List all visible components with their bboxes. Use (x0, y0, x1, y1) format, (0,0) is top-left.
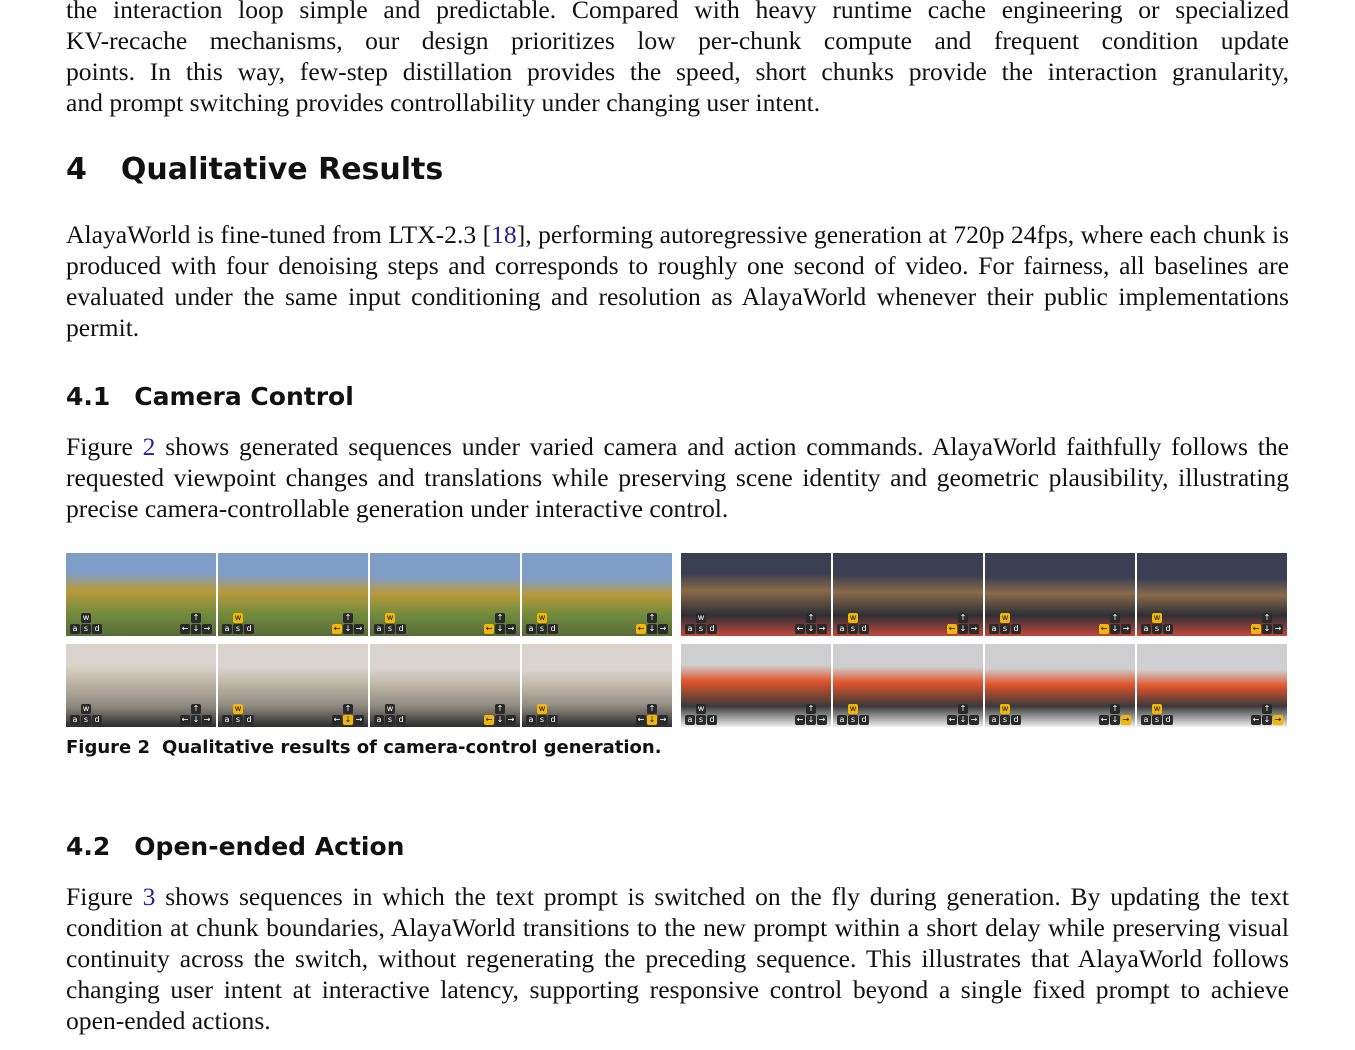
arrow-up-key-icon: ↑ (959, 613, 967, 622)
d-key-icon: d (859, 624, 869, 634)
arrow-left-key-icon: ← (485, 715, 493, 724)
arrow-left-key-icon: ← (948, 624, 956, 633)
arrow-down-key-icon: ↓ (1111, 715, 1119, 724)
arrow-down-key-icon: ↓ (1263, 624, 1271, 633)
subsection-title: Camera Control (134, 382, 354, 411)
w-key-icon: w (849, 613, 857, 622)
s-key-icon: s (848, 715, 858, 725)
s-key-icon: s (233, 624, 243, 634)
s-key-icon: s (537, 624, 547, 634)
intro-line: points. In this way, few-step distillation provides the speed, short chunks provide the interaction granularity, (66, 57, 1289, 86)
section-heading (66, 152, 443, 187)
arrow-left-key-icon: ← (637, 715, 645, 724)
wasd-keys-overlay (526, 704, 558, 725)
video-frame (681, 553, 831, 636)
a-key-icon: a (374, 715, 384, 725)
arrow-up-key-icon: ↑ (344, 613, 352, 622)
wasd-keys-overlay (837, 704, 869, 725)
wasd-keys-overlay (685, 613, 717, 634)
arrow-right-key-icon: → (507, 715, 515, 724)
arrow-left-key-icon: ← (333, 624, 341, 633)
a-key-icon: a (837, 715, 847, 725)
arrow-keys-overlay (1099, 613, 1131, 634)
arrow-up-key-icon: ↑ (807, 704, 815, 713)
video-frame (370, 644, 520, 727)
w-key-icon: w (697, 704, 705, 713)
wasd-keys-overlay (374, 704, 406, 725)
video-frame (66, 553, 216, 636)
wasd-keys-overlay (1141, 613, 1173, 634)
arrow-keys-overlay (1099, 704, 1131, 725)
video-frame (218, 644, 368, 727)
w-key-icon: w (1001, 704, 1009, 713)
video-frame (985, 553, 1135, 636)
arrow-left-key-icon: ← (333, 715, 341, 724)
video-frame (522, 644, 672, 727)
video-frame (218, 553, 368, 636)
subsection-title: Open-ended Action (134, 832, 405, 861)
w-key-icon: w (1001, 613, 1009, 622)
d-key-icon: d (1163, 624, 1173, 634)
d-key-icon: d (244, 715, 254, 725)
arrow-right-key-icon: → (203, 715, 211, 724)
arrow-down-key-icon: ↓ (959, 624, 967, 633)
d-key-icon: d (707, 624, 717, 634)
s-key-icon: s (696, 715, 706, 725)
arrow-right-key-icon: → (818, 624, 826, 633)
arrow-down-key-icon: ↓ (192, 624, 200, 633)
arrow-left-key-icon: ← (1100, 624, 1108, 633)
figure-link[interactable]: 2 (142, 432, 156, 461)
arrow-left-key-icon: ← (1252, 715, 1260, 724)
wasd-keys-overlay (1141, 704, 1173, 725)
arrow-keys-overlay (180, 613, 212, 634)
arrow-down-key-icon: ↓ (648, 624, 656, 633)
figure-panel-orange-car-showroom (681, 644, 1288, 728)
s-key-icon: s (1152, 624, 1162, 634)
arrow-left-key-icon: ← (1252, 624, 1260, 633)
arrow-keys-overlay (332, 613, 364, 634)
a-key-icon: a (685, 715, 695, 725)
s-key-icon: s (848, 624, 858, 634)
arrow-right-key-icon: → (970, 715, 978, 724)
arrow-right-key-icon: → (1122, 624, 1130, 633)
a-key-icon: a (526, 624, 536, 634)
a-key-icon: a (222, 624, 232, 634)
w-key-icon: w (697, 613, 705, 622)
s-key-icon: s (1000, 715, 1010, 725)
s-key-icon: s (696, 624, 706, 634)
arrow-down-key-icon: ↓ (344, 624, 352, 633)
arrow-keys-overlay (484, 613, 516, 634)
a-key-icon: a (1141, 624, 1151, 634)
video-frame (833, 553, 983, 636)
a-key-icon: a (70, 624, 80, 634)
arrow-right-key-icon: → (1274, 715, 1282, 724)
figure-panel-mountain-forest (66, 553, 673, 637)
a-key-icon: a (837, 624, 847, 634)
arrow-up-key-icon: ↑ (1111, 704, 1119, 713)
wasd-keys-overlay (685, 704, 717, 725)
section-title: Qualitative Results (120, 152, 444, 187)
arrow-up-key-icon: ↑ (1111, 613, 1119, 622)
arrow-left-key-icon: ← (796, 715, 804, 724)
d-key-icon: d (396, 624, 406, 634)
video-frame (681, 644, 831, 727)
w-key-icon: w (1153, 613, 1161, 622)
arrow-up-key-icon: ↑ (496, 704, 504, 713)
section41-paragraph: Figure 2 shows generated sequences under varied camera and action commands. AlayaWorld faithfully follows the requested viewpoint changes and translations while preserving scene identity and geometric plausibility, illustrating precise camera-controllable generation under interactive control. (66, 432, 1289, 523)
s-key-icon: s (385, 715, 395, 725)
s-key-icon: s (81, 624, 91, 634)
d-key-icon: d (1011, 715, 1021, 725)
arrow-down-key-icon: ↓ (807, 715, 815, 724)
intro-line: and prompt switching provides controllability under changing user intent. (66, 88, 821, 117)
d-key-icon: d (1163, 715, 1173, 725)
a-key-icon: a (989, 715, 999, 725)
a-key-icon: a (685, 624, 695, 634)
intro-paragraph (66, 0, 1289, 118)
s-key-icon: s (81, 715, 91, 725)
w-key-icon: w (538, 704, 546, 713)
arrow-keys-overlay (1251, 704, 1283, 725)
arrow-keys-overlay (947, 704, 979, 725)
arrow-up-key-icon: ↑ (1263, 704, 1271, 713)
arrow-left-key-icon: ← (181, 715, 189, 724)
intro-line: the interaction loop simple and predictable. Compared with heavy runtime cache engineering or specialized (66, 0, 1289, 24)
arrow-left-key-icon: ← (637, 624, 645, 633)
w-key-icon: w (538, 613, 546, 622)
arrow-right-key-icon: → (818, 715, 826, 724)
w-key-icon: w (82, 613, 90, 622)
figure-2 (66, 553, 1289, 728)
arrow-down-key-icon: ↓ (192, 715, 200, 724)
citation-link[interactable]: 18 (491, 220, 517, 249)
arrow-down-key-icon: ↓ (496, 624, 504, 633)
wasd-keys-overlay (374, 613, 406, 634)
d-key-icon: d (244, 624, 254, 634)
w-key-icon: w (234, 704, 242, 713)
arrow-right-key-icon: → (1122, 715, 1130, 724)
figure-link[interactable]: 3 (142, 882, 156, 911)
w-key-icon: w (386, 613, 394, 622)
w-key-icon: w (1153, 704, 1161, 713)
arrow-right-key-icon: → (659, 715, 667, 724)
arrow-down-key-icon: ↓ (496, 715, 504, 724)
section-number: 4 (66, 152, 87, 187)
arrow-left-key-icon: ← (1100, 715, 1108, 724)
arrow-up-key-icon: ↑ (1263, 613, 1271, 622)
arrow-up-key-icon: ↑ (807, 613, 815, 622)
subsection-number: 4.1 (66, 382, 111, 411)
video-frame (370, 553, 520, 636)
wasd-keys-overlay (837, 613, 869, 634)
a-key-icon: a (222, 715, 232, 725)
a-key-icon: a (374, 624, 384, 634)
figure-caption-text: Qualitative results of camera-control generation. (162, 737, 662, 758)
arrow-keys-overlay (180, 704, 212, 725)
wasd-keys-overlay (70, 613, 102, 634)
video-frame (66, 644, 216, 727)
a-key-icon: a (526, 715, 536, 725)
wasd-keys-overlay (526, 613, 558, 634)
video-frame (522, 553, 672, 636)
d-key-icon: d (707, 715, 717, 725)
arrow-keys-overlay (795, 704, 827, 725)
a-key-icon: a (70, 715, 80, 725)
subsection-heading (66, 382, 354, 411)
figure-panel-hallway-man (66, 644, 673, 728)
arrow-down-key-icon: ↓ (959, 715, 967, 724)
video-frame (1137, 553, 1287, 636)
arrow-keys-overlay (795, 613, 827, 634)
video-frame (833, 644, 983, 727)
a-key-icon: a (989, 624, 999, 634)
arrow-up-key-icon: ↑ (192, 613, 200, 622)
arrow-keys-overlay (332, 704, 364, 725)
figure-caption (66, 737, 662, 758)
arrow-left-key-icon: ← (948, 715, 956, 724)
arrow-up-key-icon: ↑ (648, 704, 656, 713)
arrow-down-key-icon: ↓ (344, 715, 352, 724)
arrow-keys-overlay (636, 613, 668, 634)
arrow-up-key-icon: ↑ (496, 613, 504, 622)
subsection-heading (66, 832, 404, 861)
w-key-icon: w (234, 613, 242, 622)
w-key-icon: w (386, 704, 394, 713)
intro-line: KV-recache mechanisms, our design prioritizes low per-chunk compute and frequent condition update (66, 26, 1289, 55)
d-key-icon: d (548, 624, 558, 634)
d-key-icon: d (92, 624, 102, 634)
wasd-keys-overlay (989, 704, 1021, 725)
video-frame (985, 644, 1135, 727)
arrow-right-key-icon: → (1274, 624, 1282, 633)
d-key-icon: d (396, 715, 406, 725)
arrow-right-key-icon: → (355, 715, 363, 724)
wasd-keys-overlay (989, 613, 1021, 634)
wasd-keys-overlay (70, 704, 102, 725)
s-key-icon: s (537, 715, 547, 725)
arrow-left-key-icon: ← (485, 624, 493, 633)
arrow-up-key-icon: ↑ (959, 704, 967, 713)
s-key-icon: s (1000, 624, 1010, 634)
arrow-up-key-icon: ↑ (192, 704, 200, 713)
w-key-icon: w (82, 704, 90, 713)
arrow-left-key-icon: ← (181, 624, 189, 633)
d-key-icon: d (548, 715, 558, 725)
section4-paragraph: AlayaWorld is fine-tuned from LTX-2.3 [18], performing autoregressive generation at 720p 24fps, where each chunk is produced with four denoising steps and corresponds to roughly one second of video. For fairness, all baselines are evaluated under the same input conditioning and resolution as AlayaWorld whenever their public implementations permit. (66, 220, 1290, 342)
arrow-keys-overlay (484, 704, 516, 725)
wasd-keys-overlay (222, 613, 254, 634)
arrow-left-key-icon: ← (796, 624, 804, 633)
arrow-right-key-icon: → (970, 624, 978, 633)
s-key-icon: s (385, 624, 395, 634)
arrow-down-key-icon: ↓ (1263, 715, 1271, 724)
s-key-icon: s (1152, 715, 1162, 725)
arrow-right-key-icon: → (355, 624, 363, 633)
arrow-right-key-icon: → (659, 624, 667, 633)
arrow-down-key-icon: ↓ (807, 624, 815, 633)
wasd-keys-overlay (222, 704, 254, 725)
arrow-down-key-icon: ↓ (1111, 624, 1119, 633)
w-key-icon: w (849, 704, 857, 713)
arrow-down-key-icon: ↓ (648, 715, 656, 724)
arrow-keys-overlay (947, 613, 979, 634)
arrow-keys-overlay (1251, 613, 1283, 634)
subsection-number: 4.2 (66, 832, 111, 861)
d-key-icon: d (1011, 624, 1021, 634)
d-key-icon: d (859, 715, 869, 725)
figure-label: Figure 2 (66, 737, 151, 758)
arrow-up-key-icon: ↑ (344, 704, 352, 713)
arrow-keys-overlay (636, 704, 668, 725)
video-frame (1137, 644, 1287, 727)
arrow-up-key-icon: ↑ (648, 613, 656, 622)
a-key-icon: a (1141, 715, 1151, 725)
arrow-right-key-icon: → (507, 624, 515, 633)
d-key-icon: d (92, 715, 102, 725)
s-key-icon: s (233, 715, 243, 725)
arrow-right-key-icon: → (203, 624, 211, 633)
figure-panel-city-night-street (681, 553, 1288, 637)
section42-paragraph: Figure 3 shows sequences in which the text prompt is switched on the fly during generation. By updating the text condition at chunk boundaries, AlayaWorld transitions to the new prompt within a short delay while preserving visual continuity across the switch, without regenerating the preceding sequence. This illustrates that AlayaWorld follows changing user intent at interactive latency, supporting responsive control beyond a single fixed prompt to achieve open-ended actions. (66, 882, 1289, 1035)
